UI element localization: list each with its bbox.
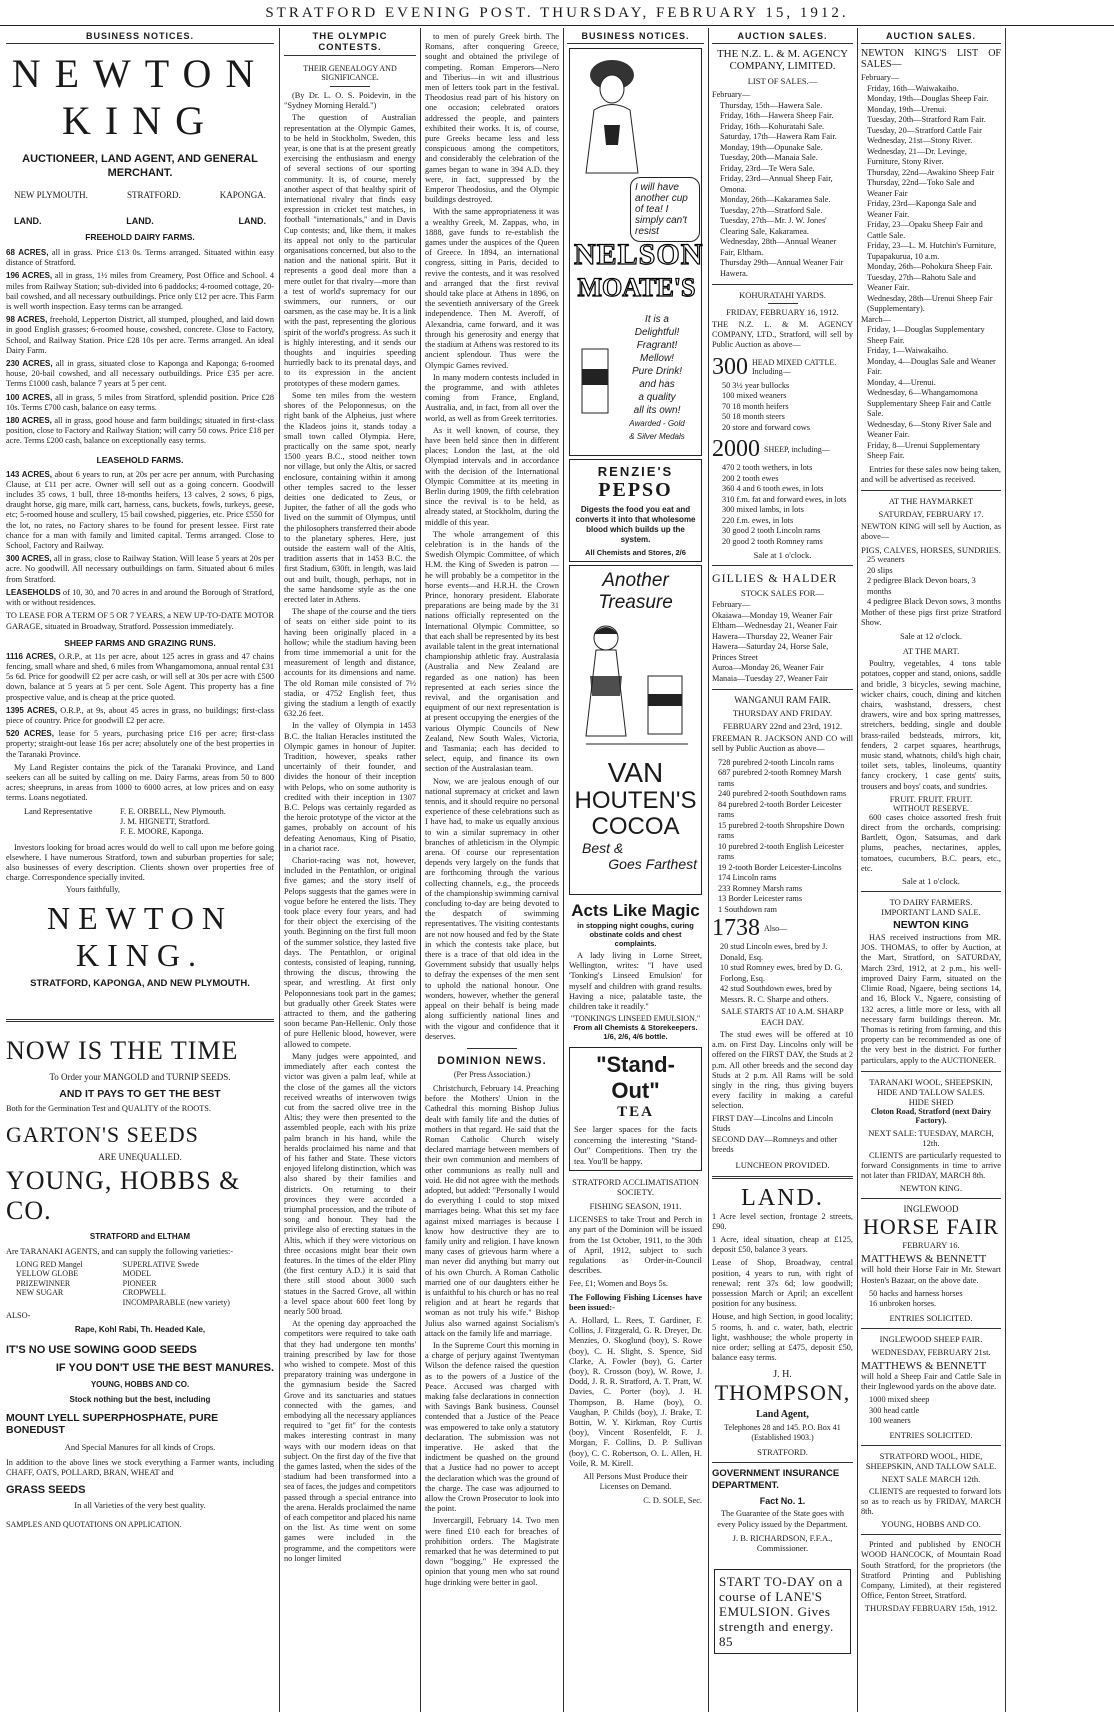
both-line: Both for the Germination Test and QUALITY of the ROOTS.: [6, 1103, 211, 1113]
rape-line: Rape, Kohl Rabi, Th. Headed Kale,: [74, 1324, 206, 1334]
wanganui-days: THURSDAY AND FRIDAY.: [732, 708, 833, 719]
accl-head: STRATFORD ACCLIMATISATION SOCIETY.: [572, 1177, 699, 1198]
gartons-seeds: GARTON'S SEEDS: [6, 1121, 199, 1147]
lot: 98 ACRES, freehold, Lepperton District, all stumped, ploughed, and laid down in good English grasses; 6-roomed house, cowshed, concrete. Close to Factory, School, and Railway Station. Price £28 10s per acre. Terms arranged. An ideal Dairy Farm.: [6, 315, 274, 355]
sale-item: Thursday 29th—Annual Weaner Fair Hawera.: [720, 258, 844, 278]
sale-item: Tuesday, 27th—Mr. J. W. Jones' Clearing Sale, Kakaramea.: [720, 216, 827, 236]
hide-shed: HIDE SHED: [908, 1096, 954, 1107]
lot: 230 ACRES, all in grass, situated close to Kaponga and Kaponga; 6-roomed house, 20-bail cowshed, and all necessary outbuildings. Price £35 per acre. Terms £1000 cash, balance 7 years at 5 per cent.: [6, 359, 274, 389]
pig-note: Mother of these pigs first prize Stratford Show.: [861, 607, 1001, 628]
rep: F. E. MOORE, Kaponga.: [120, 826, 204, 836]
article-para: Many judges were appointed, and immediately after each contest the victor was given a palm leaf, while at the close of the games all the victors received wreaths of interwoven twigs cut from the sacred olive tree in the Altis; they were then presented to the assembled people, each with his prize palm branch in his hand, while the heralds proclaimed his name and that of his father and State. These victors enjoyed lifelong distinction, which was also shared by their families and districts. On returning to their provinces they were accorded a triumphal procession, and the tribute of song and honour. They had the privilege also of erecting statues in the Altis, which if they were victorious on three occasions might bear their own features. In the times of the elder Pliny (the first century A.D.) it is said that there still stood about 3000 such statues in the Sacred Grove, all within a level space about 600 feet long by nearly 500 broad.: [284, 1051, 416, 1316]
article-para: Some ten miles from the western shores of the Peloponnesus, on the right bank of the Alpheius, just where the Kladeos joins it, stands today a small town called Olympia. Here, practically on the same spot, nearly 1500 years B.C., stood neither town nor village, but only the Altis, or sacred enclosure, containing within it among other temples sacred to the lesser deities one dedicated to Zeus, or Jupiter, the father of all the gods who lived on the summit of Olympus, until the philosophers transferred their abode to the planetary spheres. Here, just outside the eastern wall of the Altis, tradition asserts that in 1453 B.C. the first Stadium, 630ft. in length, was laid out and built, though, perhaps, not in the same handsome style as the one erected later in Athens.: [284, 390, 416, 604]
land-label: LAND.: [238, 216, 266, 226]
lot: LEASEHOLDS of 10, 30, and 70 acres in and around the Borough of Stratford, with or without residences.: [6, 587, 274, 608]
kohu-head: KOHURATAHI YARDS.: [739, 290, 826, 300]
lot: 143 ACRES, about 6 years to run, at 20s per acre per annum, with Purchasing Clause, at £11 per acre. Owner will sell out as a going concern. Goodwill includes 35 cows, 1 bull, three 18-months heifers, 13 calves, 2 sows, 6 pigs, draught horse, gig mare, milk cart, harness, cans, buckets, fowls, turkeys, geese, etc; 5-roomed house and scullery, 15 bail cowshed, piggeries, etc. Price £550 for the lot, no rates, no Factory shares to be found for present lessee. First rate chance for a man with family and limited capital. Terms arranged. Close to School, Factory and Railway.: [6, 469, 274, 551]
next2: NEXT SALE MARCH 12th.: [881, 1473, 981, 1484]
article-para: At the opening day approached the competitors were required to take oath that they had undergone ten months' training prescribed by law for those who wished to compete. Most of this preparatory training was undergone in the gymnasium beside the Sacred Grove and its sanctuaries and statues connected with the games, and embodying all the necessary appliances required to "get fit" for the contests makes interesting contrast in many ways with our modern ideas on that subject. On the first day of the five that the games lasted, when the sides of the stadium had been transformed into a sea of faces, the judges and competitors passed through a special entrance into the arena. Heralds proclaimed the name of each competitor and placed his name on the list. As time went on some games were included in the programme, and the competitors were no longer limited: [284, 1319, 416, 1563]
column-olympic: [284, 28, 416, 1712]
article-para: The whole arrangement of this celebration is in the hands of the Swedish Olympic Committee, of which H.M. the King of Sweden is patron —he will probably be a competitor in the horse events—and H.R.H. the Crown Prince, honorary president. Elaborate preparations are being made by the 31 nations officially represented on the International Olympic Committee, so that each shall be represented by its best available talent in the great international championship athletic fray. Australasia (Australia and New Zealand are regarded as one nation) has been represented at each series since the revival, and the organisation and equipment of our next representation is at present occupying the energies of the various Olympic Councils of New Zealand, New South Wales, Victoria, and Tasmania; each has decided to select, equip, and finance its own section of the Australasian team.: [425, 529, 559, 774]
sale-starts: SALE STARTS AT 10 A.M. SHARP EACH DAY.: [721, 1007, 844, 1027]
column-head: BUSINESS NOTICES.: [6, 28, 274, 44]
haymarket: AT THE HAYMARKET: [888, 495, 974, 506]
richardson: J. B. RICHARDSON, F.F.A.,: [732, 1532, 833, 1543]
mart-text: Poultry, vegetables, 4 tons table potatoes, copper and stand, onions, saddle and bridle, 3 bicycles, sewing machine, wicker chairs, couch, dining and kitchen chairs, washstand, dressers, chest drawers, wire and box spring mattresses, stretchers, bedding, single and double brass-railed bedsteads, mirrors, kit, fenders, 2 carpet squares, hearthrugs, music stand, whatnots, child's high chair, toilet sets, tables, linoleums, quantity fancy crockery, 1 case gents' suits, trousers and boys' coats, and sundries.: [861, 659, 1001, 791]
jh-initials: J. H.: [773, 1369, 792, 1381]
nelson-brand: NELSON: [574, 238, 704, 271]
mart-head: AT THE MART.: [902, 646, 960, 657]
sheep-list: 470 2 tooth wethers, in lots 200 2 tooth ewes 360 4 and 6 tooth ewes, in lots 310 f.m. fat and forward ewes, in lots 300 mixed lambs, in lots 220 f.m. ewes, in lots 30 good 2 tooth Lincoln rams 20 good 2 tooth Romney rams: [722, 463, 847, 546]
variety: MODEL: [122, 1269, 152, 1279]
agents-line: Are TARANAKI AGENTS, and can supply the following varieties:-: [6, 1246, 234, 1256]
accl-sec: C. D. SOLE, Sec.: [643, 1495, 702, 1505]
lot: 300 ACRES, all in grass, close to Railway Station. Will lease 5 years at 20s per acre. No goodwill. All necessary outbuildings on farm. Situated about 6 miles from Stratford.: [6, 554, 274, 584]
month-label: February—: [712, 90, 751, 99]
gillies-title: GILLIES & HALDER: [712, 571, 838, 586]
order-line: To Order your MANGOLD and TURNIP SEEDS.: [49, 1071, 231, 1082]
printed-text: Printed and published by ENOCH WOOD HANCOCK, of Mountain Road South Stratford, for the proprietors (the Stratford Printing and Publishing Company, Limited), at their registered Office, Fenton Street, Stratford.: [861, 1540, 1001, 1601]
received-text: HAS received instructions from MR. JOS. THOMAS, to offer by Auction, at the Mart, Stratford, on SATURDAY, March 23rd, 1912, at 2 p.m., his well-improved Dairy Farm, situated on the Climie Road, Ngaere, being sections 14, and 16, Block V., Ngaere, consisting of 132 acres, a little more or less, with all necessary farm buildings thereon. Mr. Thomas is retiring from farming, and this property can be recommended as one of the very best in the district. For further particulars, apply to the AUCTIONEER.: [861, 933, 1001, 1065]
land-label: LAND.: [14, 216, 42, 226]
cattle-list: 50 3½ year bullocks 100 mixed weaners 70 18 month heifers 50 18 month steers 20 store and forward cows: [722, 380, 811, 432]
variety: NEW SUGAR: [16, 1288, 64, 1298]
variety: PRIZEWINNER: [16, 1278, 71, 1288]
sale-item: Thursday, 15th—Hawera Sale.: [720, 100, 823, 110]
land-title: LAND.: [741, 1184, 824, 1211]
luncheon: LUNCHEON PROVIDED.: [735, 1159, 830, 1170]
fruit-head: FRUIT. FRUIT. FRUIT.: [889, 793, 973, 804]
reps-label: Land Representative: [24, 806, 93, 816]
sale-item: Tuesday, 20th—Manaia Sale.: [720, 153, 818, 162]
lot: 68 ACRES, all in grass. Price £13 0s. Terms arranged. Situated within easy distance of Stratford.: [6, 248, 274, 268]
nk-march-sales: Friday, 1—Douglas Supplementary Sheep Fair. Friday, 1—Waiwakaiho. Monday, 4—Douglas Sale and Weaner Fair. Monday, 4—Urenui. Wednesday, 6—Whangamomona Supplementary Sheep Fair and Cattle Sale. Wednesday, 6—Stony River Sale and Weaner Fair. Friday, 8—Urenui Supplementary Sheep Fair.: [867, 325, 996, 460]
article-para: Chariot-racing was not, however, included in the Pentathlon, or original five games; and the story itself of Pelops suggests that the games were in vogue before he entered the lists. They took place every four years, and had for their object the exercising of the youth. Beginning on the first full moon of the summer solstice, they lasted five days. The Pentathlon, or original contests, consisted of leaping, running, throwing the discus, throwing the spear, and wrestling. At first only Peloponnesians took part in the games; but gradually other Greek States were attracted to them, and the gathering soon became Pan-Hellenic. Only those of pure Hellenic blood, however, were allowed to compete.: [284, 856, 416, 1049]
stock-list: 1000 mixed sheep 300 head cattle 100 weaners: [869, 1395, 930, 1426]
horse-fair: HORSE FAIR: [862, 1214, 1000, 1240]
mb-text: will hold their Horse Fair in Mr. Stewart Hosten's Bazaar, on the above date.: [861, 1265, 1001, 1285]
young-hobbs-advert: [6, 1036, 274, 1530]
column-rule: [420, 28, 421, 1712]
signoff: Yours faithfully,: [66, 885, 120, 895]
article-para: As it well known, of course, they have been held since then in different places; London the last, at the old Olympiad intervals and in accordance with the decision of the International Olympic Committee at its meeting in Berlin during 1909, the fifth celebration since the revival is to be held, as already stated, at Stockholm, during the middle of this year.: [425, 425, 559, 527]
rep: F. E. ORBELL, New Plymouth.: [120, 806, 226, 816]
magic-head: Acts Like Magic: [571, 901, 700, 920]
varieties-line: In all Varieties of the very best quality.: [74, 1500, 206, 1511]
mb2-title: MATTHEWS & BENNETT: [861, 1359, 987, 1372]
representatives: [24, 807, 274, 837]
stand-out-text: See larger spaces for the facts concerning the interesting "Stand-Out" Competitions. Then try the tea. You'll be happy.: [574, 1124, 697, 1166]
column-newton-king: [6, 28, 274, 1712]
land-label: LAND.: [126, 216, 154, 226]
fact-no: Fact No. 1.: [759, 1496, 806, 1507]
speech-bubble: I will have another cup of tea! I simply can't resist: [630, 177, 700, 242]
accl-text: LICENSES to take Trout and Perch in any part of the Dominion will be issued from the 1st October, 1911, to the 30th of April, 1912, subject to such regulations as Order-in-Council describes.: [569, 1215, 702, 1276]
commissioner: Commissioner.: [756, 1542, 809, 1553]
thompson-name: THOMPSON,: [714, 1380, 851, 1406]
wed21: WEDNESDAY, FEBRUARY 21st.: [871, 1346, 991, 1357]
entries-solicited: ENTRIES SOLICITED.: [889, 1312, 973, 1323]
variety: CROPWELL: [122, 1288, 166, 1298]
nelson-tagline: It is a Delightful! Fragrant! Mellow! Pure Drink! and has a quality all its own! Awarded - Gold & Silver Medals: [629, 314, 685, 441]
month-label: February—: [861, 73, 900, 82]
list-head: LIST OF SALES.—: [747, 76, 818, 86]
lot: 100 ACRES, all in grass, 5 miles from Stratford, splendid position. Price £28 10s. Terms £700 cash, balance on easy terms.: [6, 392, 274, 412]
if-you-line: IF YOU DON'T USE THE BEST MANURES.: [55, 1361, 274, 1374]
towns-row: [14, 190, 266, 200]
nk-name: NEWTON KING: [893, 919, 969, 932]
another-line: Another: [602, 570, 669, 591]
article-para: In many modern contests included in the programme, and with athletes coming from France, England, Australia, and, in fact, from all over the world, as well as from Greek territories.: [425, 372, 559, 423]
guarantee: The Guarantee of the State goes with every Policy issued by the Department.: [717, 1509, 848, 1529]
column-rule: [708, 28, 709, 1712]
variety: INCOMPARABLE (new variety): [122, 1297, 230, 1307]
feb16: FEBRUARY 16.: [902, 1240, 960, 1251]
first-day: FIRST DAY—Lincolns and Lincoln Studs: [712, 1113, 833, 1134]
clients-text: CLIENTS are particularly requested to forward Consignments in time to arrive not later than FRIDAY, MARCH 8th.: [861, 1150, 1001, 1181]
nelson-moates-advert: [569, 48, 702, 456]
magic-from: From all Chemists & Storekeepers. 1/6, 2/6, 4/6 bottle.: [573, 1023, 698, 1042]
column-rule: [857, 28, 858, 1712]
varieties-table: [16, 1260, 274, 1308]
important-sale: IMPORTANT LAND SALE.: [881, 907, 981, 918]
goes-farthest: Goes Farthest: [608, 856, 697, 872]
nzlm-will-sell: THE N.Z. L. & M. AGENCY COMPANY, LTD., Stratford, will sell by Public Auction as above—: [712, 320, 853, 350]
cocoa-brand: COCOA: [591, 813, 680, 840]
article-para: In the Supreme Court this morning in a charge of perjury against Twentyman Wilson the defence raised the question as to the powers of a Justice of the Peace. Accused was charged with making false declarations in connection with Savings Bank business. Counsel contended that a Justice of the Peace was empowered to take only a statutory declaration. The submission was not imperative. He asked that the indictment be quashed on the ground that a Justice had no power to accept the declaration which was the ground of the charge. The case was adjourned to allow the Crown Prosecutor to look into the point.: [425, 1340, 559, 1514]
nk-list-head: NEWTON KING'S LIST OF SALES—: [861, 48, 1001, 70]
second-day: SECOND DAY—Romneys and other breeds: [712, 1134, 838, 1155]
article-para: to men of purely Greek birth. The Romans, after conquering Greece, sought and obtained the privilege of competing. Roman Emperors—Nero and Tiberius—in wit and illustrious men of letters took part in the festival. Theodosius read part of his history on one occasion; celebrated orators addressed the people, and painters exhibited their works. It is, of course, pure Greeks became less and less conspicuous among the competitors, and considerably the celebration of the games began to wane in 394 A.D. they were, in fact, suppressed by the Emperor Theodosius, and the Olympic buildings destroyed.: [425, 32, 559, 205]
yhc-signoff: YOUNG, HOBBS AND CO.: [881, 1519, 981, 1530]
town: NEW PLYMOUTH.: [14, 190, 88, 200]
fruit-text: 600 cases choice assorted fresh fruit direct from the orchards, comprising: Bartlett, Ogon, Satsumas, and dark plums, peaches, nectarines, apples, tomatoes, cucumbers, B.C. pears, etc., etc.: [861, 812, 1001, 873]
sale-time: Sale at 1 o'clock.: [753, 550, 812, 561]
inglewood: INGLEWOOD: [903, 1204, 959, 1215]
mb2-text: will hold a Sheep Fair and Cattle Sale in their Inglewood yards on the above date.: [861, 1371, 1001, 1391]
trade-line: AUCTIONEER, LAND AGENT, AND GENERAL MERCHANT.: [22, 153, 258, 179]
sheep-count: 2000 SHEEP, including—: [712, 436, 830, 463]
stand-out-head: "Stand-Out": [596, 1052, 675, 1104]
unequalled: ARE UNEQUALLED.: [98, 1151, 182, 1162]
gov-insurance: GOVERNMENT INSURANCE DEPARTMENT.: [712, 1468, 840, 1492]
section-head: SHEEP FARMS AND GRAZING RUNS.: [64, 637, 216, 648]
towns-line: STRATFORD, KAPONGA, AND NEW PLYMOUTH.: [30, 977, 250, 989]
magic-brand: "TONKING'S LINSEED EMULSION.": [570, 1014, 701, 1024]
pepso-sold: All Chemists and Stores, 2/6: [585, 548, 686, 557]
land-item: 1 Acre, ideal situation, cheap at £125, deposit £50, balance 3 years.: [712, 1235, 853, 1255]
accl-persons: All Persons Must Produce their Licenses on Demand.: [583, 1472, 688, 1492]
stud-text: The stud ewes will be offered at 10 a.m. on First Day. Lincolns only will be offered on the FIRST DAY, the Studs at 2 p.m. All other breeds and the second day Studs at 2 p.m. All Rams will be sold singly in the ring, thus giving buyers every facility in making a careful selection.: [712, 1030, 853, 1111]
section-head: LEASEHOLD FARMS.: [96, 454, 184, 465]
column-auction-sales: [712, 28, 853, 1712]
cattle-count: 300 HEAD MIXED CATTLE. Including—: [712, 353, 837, 380]
tea-packet-icon: [578, 339, 612, 419]
yhc-small: YOUNG, HOBBS AND CO.: [90, 1379, 190, 1389]
lot: 180 ACRES, all in grass, good house and farm buildings; situated in first-class position, close to Factory and Railway Station; will carry 50 cows. Price £18 per acre. Terms £200 cash, balance on exceptionally easy terms.: [6, 416, 274, 446]
article-subtitle: THEIR GENEALOGY AND SIGNIFICANCE.: [303, 64, 397, 82]
article-para: The question of Australian representation at the Olympic Games, to be held in Stockholm, Sweden, this year, is one that is at the present greatly exercising the enthusiasm and energy of several sections of our sporting community. It is, of course, merely another aspect of that healthy spirit of international rivalry that finds easy expression in cricket test matches, in football "internationals," and in Davis Cup contests; and, like them, it makes its appeal not only to the particular organisations concerned, but also to the nation and the national spirit. But it represents a good deal more than a mere outlet for that rivalry—more than a test of world's supremacy for our swimmers, our runners, or our oarsmen, as the case may be. It is a link with the past, representing the glorious spirit of the world's progress. As such it is highly interesting, and it sends our thoughts and inquiries speeding hurriedly back to its prenatal days, and to its expression in the ancient prototypes of these modern games.: [284, 113, 416, 388]
tea-label: TEA: [617, 1104, 654, 1121]
sale-item: Friday, 23rd—Annual Sheep Fair, Omona.: [720, 174, 833, 194]
next-sale: NEXT SALE: TUESDAY, MARCH, 12th.: [868, 1127, 994, 1148]
investors-text: Investors looking for broad acres would do well to call upon me before going elsewhere. I have numerous Stratford, town and suburban properties for sale; also businesses of every description. Clients shown over properties free of charge. Correspondence specially invited.: [6, 842, 274, 883]
sale-time: Sale at 12 o'clock.: [900, 631, 962, 642]
freeman-text: FREEMAN R. JACKSON AND CO will sell by Public Auction as above—: [712, 734, 853, 754]
column-adverts: [567, 28, 704, 1712]
entries-solicited: ENTRIES SOLICITED.: [889, 1429, 973, 1440]
newton-king-title: NEWTON KING: [11, 51, 269, 143]
column-olympic-cont: [425, 28, 559, 1712]
nk-will-sell: NEWTON KING will sell by Auction, as above—: [861, 521, 1001, 542]
article-para: In the valley of Olympia in 1453 B.C. the Italian Heracles instituted the Olympic games in honour of Jupiter. Tradition, however, speaks rather uncertainly of their founder, and divides the honour of their inception with Pelops, who on some authority is credited with their inception in 1307 B.C. Pelops was certainly regarded as the heroic prototype of the victor at the games, probably on account of his defeating Aenomaus, King of Pisatio, in a chariot race.: [284, 721, 416, 853]
sale-item: Tuesday, 27th—Stratford Sale.: [720, 205, 823, 215]
article-para: Now, we are jealous enough of our national supremacy at cricket and lawn tennis, and it should require no personal experience of these celebrations such as I have had, to make us equally anxious to win a similar supremacy in other branches of athleticism in the Olympic arena. Of course our representation depends very largely on the funds that are forthcoming through the various collecting channels, e.g., the proceeds of the championship swimming carnival concluding to-day are being devoted to the despatch of swimming representatives. The visiting contestants are not now housed and fed by the State in which the contests take place, but there is a trace of that old idea in the Government subsidy that usually helps to defray the expenses of the men sent to uphold the national honour. One wonders, however, whether the general appeal on their behalf is being made along sufficiently national lines and with the vigour and confidence that it deserves.: [425, 776, 559, 1041]
variety: LONG RED Mangel: [16, 1259, 83, 1269]
woman-illustration: [578, 55, 648, 175]
sale-item: Monday, 19th—Opunake Sale.: [720, 142, 823, 152]
article-para: The shape of the course and the tiers of seats on either side point to its having been originally placed in a hollow; while the stadium having been from time immemorial a unit for the measurement of length and distance, accounts for its dimensions and name. The old Roman mile consisted of 7½ stadia, or 4752 English feet, thus giving the stadium a length of exactly 632.26 feet.: [284, 607, 416, 719]
special-line: And Special Manures for all kinds of Crops.: [64, 1441, 216, 1452]
column-head: AUCTION SALES.: [712, 28, 853, 44]
lot: 1395 ACRES, O.R.P., at 9s, about 45 acres in grass, no buildings; first-class piece of country. Price for goodwill £2 per acre.: [6, 705, 274, 725]
garage-notice: TO LEASE FOR A TERM OF 5 OR 7 YEARS, a NEW UP-TO-DATE MOTOR GARAGE, situated in Broadway, Stratford. Possession immediately.: [6, 611, 274, 631]
horse-list: 50 hacks and harness horses 16 unbroken horses.: [869, 1288, 963, 1309]
accl-fee: Fee, £1; Women and Boys 5s.: [569, 1279, 668, 1289]
column-rule: [1005, 28, 1006, 1712]
stratford-eltham: STRATFORD and ELTHAM: [89, 1231, 191, 1241]
girl-with-cocoa-tin-illustration: [576, 616, 696, 756]
grass-seeds: GRASS SEEDS: [6, 1484, 86, 1497]
stratford-label: STRATFORD.: [757, 1447, 808, 1458]
lot: 1116 ACRES, O.R.P., at 11s per acre, about 125 acres in grass and 47 chains fencing, small whare and shed, 6 miles from Whangamomona, annual rental £31 5s 6d. Price for goodwill £2 per acre cash, or will sell at 30s per acre with £500 down, balance at 5 years at 5 per cent. Sole Agent. This property has a fine prospective value, and is cheap at the price quoted.: [6, 651, 274, 702]
stock-sales: STOCK SALES FOR—: [741, 588, 824, 599]
rams-list: 728 purebred 2-tooth Lincoln rams 687 purebred 2-tooth Romney Marsh rams 240 purebred 2-tooth Southdown rams 84 purebred 2-tooth Border Leicester rams 15 purebred 2-tooth Shropshire Down rams 10 purebred 2-tooth English Leicester rams 19 2-tooth Border Leicester-Lincolns 174 Lincoln rams 233 Romney Marsh rams 13 Border Leicester rams 1 Southdown ram: [718, 757, 847, 914]
column-head: AUCTION SALES.: [861, 28, 1001, 44]
magic-sub: in stopping night coughs, curing obstinate colds and chest complaints.: [577, 921, 694, 948]
nk-signoff: NEWTON KING.: [899, 1183, 963, 1194]
addition-line: In addition to the above lines we stock everything a Farmer wants, including CHAFF, OATS, POLLARD, BRAN, WHEAT and: [6, 1457, 274, 1477]
sale-item: Wednesday, 28th—Annual Weaner Fair, Eltham.: [720, 237, 837, 257]
without-reserve: WITHOUT RESERVE.: [892, 803, 970, 813]
moates-brand: MOATE'S: [577, 273, 696, 302]
variety: PIONEER: [122, 1278, 157, 1288]
mount-lyell-line: MOUNT LYELL SUPERPHOSPHATE, PURE BONEDUST: [6, 1411, 219, 1436]
tonkings-advert: [569, 901, 702, 1041]
nzlm-title: THE N.Z. L. & M. AGENCY COMPANY, LIMITED.: [716, 48, 849, 72]
magic-text: A lady living in Lorne Street, Wellington, writes: "I have used 'Tonking's Linseed Emulsion' for myself and children with grand results. Having a nice, palatable taste, the children take it readily.": [569, 951, 702, 1012]
column-head: BUSINESS NOTICES.: [567, 28, 704, 44]
pepso-brand: PEPSO: [598, 479, 673, 501]
gillies-sales: February— Okaiawa—Monday 19, Weaner Fair Eltham—Wednesday 21, Weaner Fair Hawera—Thursday 22, Weaner Fair Hawera—Saturday 24, Horse Sale, Princes Street Auroa—Monday 26, Weaner Fair Manaia—Tuesday 27, Weaner Fair: [712, 600, 838, 683]
newton-king-sign: NEWTON KING.: [46, 899, 234, 973]
variety: YELLOW GLOBE: [16, 1269, 79, 1279]
treasure-line: Treasure: [598, 592, 673, 613]
lanes-emulsion-advert: START TO-DAY on a course of LANE'S EMULSION. Gives strength and energy. 85: [714, 1569, 851, 1654]
imprint-date: THURSDAY FEBRUARY 15th, 1912.: [864, 1603, 998, 1614]
pigs-head: PIGS, CALVES, HORSES, SUNDRIES.: [861, 545, 1001, 556]
column-rule: [279, 28, 280, 1712]
section-head: FREEHOLD DAIRY FARMS.: [85, 232, 195, 242]
sale-item: Saturday, 17th—Hawera Ram Fair.: [720, 132, 837, 141]
sale-time: Sale at 1 o'clock.: [902, 876, 960, 887]
ing-sheep: INGLEWOOD SHEEP FAIR.: [879, 1333, 983, 1344]
accl-agents: A. Hollard, L. Rees, T. Gardiner, F. Collins, J. Fitzgerald, G. R. Dreyer, Dr. Menzies, O. Skoglund (boy), S. Rowe (boy), C. H. Slight, S. Spence, Sid Clarke, A. Fowler (boy), G. Carter (boy), R. Crosson (boy), W. Rowe, J. Dodd, J. R. R. Stratford, A. T. Pratt, W. Davies, C. Porter (boy), J. H. Thompson, B. Hame (boy), O. Vaughan, P. Childs (boy), J. Brake, T. Bottin, W. Y. Kirkman, Roy Curtis (boy), Vincent Rosenfeldt, F. J. Morgan, F. Collins, D. P. Sullivan (boy), C. C. Robertson, O. L. Allen, H. Voile, R. M. Kirell.: [569, 1316, 702, 1468]
sale-item: Friday, 16th—Hawera Sheep Fair.: [720, 111, 834, 120]
cloton-road: Cloton Road, Stratford (next Dairy Factory).: [870, 1106, 992, 1125]
pays-line: AND IT PAYS TO GET THE BEST: [59, 1087, 221, 1100]
nk-sales: Friday, 16th—Waiwakaiho. Monday, 19th—Douglas Sheep Fair. Monday, 19th—Urenui. Tuesday, 20th—Stratford Ram Fair. Tuesday, 20—Stratford Cattle Fair Wednesday, 21st—Stony River. Wednesday, 21—Dr. Levinge, Furniture, Stony River. Thursday, 22nd—Awakino Sheep Fair Thursday, 22nd—Toko Sale and Weaner Fair Friday, 23rd—Kaponga Sale and Weaner Fair. Friday, 23—Opaku Sheep Fair and Cattle Sale. Friday, 23—L. M. Hutchin's Furniture, Tupapakurua, 10 a.m. Monday, 26th—Pohokura Sheep Fair. Tuesday, 27th—Rahotu Sale and Weaner Fair. Wednesday, 28th—Urenui Sheep Fair (Supplementary).: [867, 83, 997, 313]
land-item: House, and high Section, in good locality; 5 rooms, h. and c. water, bath, electric light, washhouse; the whole property in nice order; selling at £475, deposit £50, balance easy terms.: [712, 1312, 853, 1363]
pepso-text: Digests the food you eat and converts it into that wholesome blood which builds up the system.: [575, 505, 696, 544]
van-houtens-advert: [569, 565, 702, 895]
sales-list: [712, 101, 853, 280]
wanganui-head: WANGANUI RAM FAIR.: [734, 695, 831, 706]
masthead: STRATFORD EVENING POST. THURSDAY, FEBRUARY 15, 1912.: [0, 0, 1114, 26]
kohu-date: FRIDAY, FEBRUARY 16, 1912.: [726, 307, 839, 317]
article-title: THE OLYMPIC CONTESTS.: [284, 28, 416, 56]
dominion-news-title: DOMINION NEWS.: [437, 1054, 547, 1067]
renzies-pepso-advert: [569, 459, 702, 562]
haymarket-date: SATURDAY, FEBRUARY 17.: [878, 508, 984, 519]
wool2-head: STRATFORD WOOL, HIDE, SHEEPSKIN, AND TALLOW SALE.: [865, 1450, 997, 1471]
wanganui-date: FEBRUARY 22nd and 23rd, 1912.: [722, 721, 843, 732]
renzie-name: RENZIE'S: [597, 464, 674, 479]
sale-item: Friday, 23rd—Te Wera Sale.: [720, 163, 815, 173]
accl-sub: FISHING SEASON, 1911.: [589, 1201, 682, 1212]
land-item: Lease of Shop, Broadway, central position, 4 years to run, with right of renewal; rent 37s 6d; low goodwill; possession March or April; an excellent position for any business.: [712, 1258, 853, 1309]
lot-list: [6, 248, 274, 447]
best-line: Best &: [582, 840, 624, 856]
ewes-list: 20 stud Lincoln ewes, bred by J. Donald, Esq. 10 stud Romney ewes, bred by D. G. Forlong, Esq. 42 stud Southdown ewes, bred by Messrs. R. C. Sharpe and others.: [720, 942, 843, 1004]
now-is-the-time: NOW IS THE TIME: [6, 1035, 239, 1065]
byline: (By Dr. L. O. S. Poidevin, in the "Sydney Morning Herald."): [284, 91, 416, 111]
entries-text: Entries for these sales now being taken, and will be advertised as received.: [861, 464, 1001, 484]
telephones: Telephones 28 and 145. P.O. Box 41 (Established 1903.): [724, 1423, 841, 1443]
article-para: Christchurch, February 14. Preaching before the Mothers' Union in the Cathedral this morning Bishop Julius dealt with family life and the duties of mothers in that regard. He said that the Roman Catholic Church wisely declared marriage between members of their own communion and members of other communions as really null and void. He did not agree with the methods adopted, but added: "Personally I would do everything I could to stop mixed marriages being. What this set my face against mixed marriages is because I know how destructive they are to family unity and religion. I have known many cases of grievous harm where a man never did anything but marry out of his own Church. A Roman Catholic married one of our daughters either he is unfaithful to his church or has no real religion and at heart he regards that woman as not truly his wife." Bishop Julius also warned against Socialism's attack on the family life and marriage.: [425, 1083, 559, 1338]
article-para: Invercargill, February 14. Two men were fined £10 each for breaches of prohibition orders. The Magistrate remarked that he was determined to put down "bogging." He expressed the opinion that young men who sat round huge drinking were better in gaol.: [425, 1516, 559, 1587]
mb-title: MATTHEWS & BENNETT: [861, 1253, 987, 1266]
pig-list: 25 weaners 20 slips 2 pedigree Black Devon boars, 3 months 4 pedigree Black Devon sows, 3 months: [867, 555, 1001, 607]
column-auction-sales-2: [861, 28, 1001, 1712]
also-line: ALSO-: [6, 1311, 31, 1321]
houtens-brand: HOUTEN'S: [574, 787, 697, 814]
register-text: My Land Register contains the pick of the Taranaki Province, and Land seekers can all be suited by calling on me. Dairy Farms, areas from 50 to 800 acres; sheepruns, in areas from 1000 to 6000 acres, at low prices and on easy terms. Loans negotiated.: [6, 762, 274, 803]
land-row: [14, 216, 266, 226]
lot: 520 ACRES, lease for 5 years, purchasing price £16 per acre; first-class property; straight-out lease 16s per acre; absolutely one of the best properties in the Taranaki Province.: [6, 729, 274, 759]
wool-head: TARANAKI WOOL, SHEEPSKIN, HIDE AND TALLOW SALES.: [869, 1076, 993, 1097]
young-hobbs-title: YOUNG, HOBBS & CO.: [6, 1165, 241, 1225]
variety: SUPERLATIVE Swede: [122, 1259, 199, 1269]
no-use-line: IT'S NO USE SOWING GOOD SEEDS: [6, 1343, 197, 1356]
samples-line: SAMPLES AND QUOTATIONS ON APPLICATION.: [6, 1520, 182, 1530]
stand-out-tea-advert: [569, 1047, 702, 1171]
acclimatisation-notice: [569, 1177, 702, 1505]
sale-item: Friday, 16th—Kohuratahi Sale.: [720, 121, 825, 131]
lot: 196 ACRES, all in grass, 1½ miles from Creamery, Post Office and School. 4 miles from Railway Station; sub-divided into 6 paddocks; 4-roomed cottage, 20-bail cowshed, and all necessary outbuildings. Price only £12 per acre. This Farm is well worth inspection. Easy terms can be arranged.: [6, 271, 274, 312]
rep: J. M. HIGNETT, Stratford.: [120, 816, 210, 826]
town: STRATFORD.: [126, 190, 181, 200]
land-item: 1 Acre level section, frontage 2 streets, £90.: [712, 1211, 853, 1231]
column-rule: [563, 28, 564, 1712]
town: KAPONGA.: [219, 190, 266, 200]
rams-total: 1738 Also—: [712, 915, 788, 942]
van-brand: VAN: [607, 757, 664, 788]
dairy-head: TO DAIRY FARMERS.: [889, 897, 973, 908]
stock-line: Stock nothing but the best, including: [69, 1394, 211, 1404]
accl-agents-head: The Following Fishing Licenses have been issued:-: [569, 1292, 702, 1312]
month-label: March—: [861, 314, 891, 324]
clients2: CLIENTS are requested to forward lots so as to reach us by FRIDAY, MARCH 8th.: [861, 1486, 1001, 1517]
dominion-sub: (Per Press Association.): [453, 1069, 531, 1079]
land-agent: Land Agent,: [756, 1409, 809, 1421]
sale-item: Monday, 26th—Kakaramea Sale.: [720, 195, 831, 204]
article-para: With the same appropriateness it was a wealthy Greek, M. Zappas, who, in 1888, gave funds to re-establish the games under the auspices of the Queen of Greece. In 1894, an international congress, sitting in Paris, decided to revive the contests, and it was resolved and arranged that the first revival should take place at Athens in 1896, on the seventieth anniversary of the Greek independence. Then M. Averoff, of Alexandria, came forward, and it was through his generosity and energy that the stadium at Athens was restored to its ancient splendour. Thus were the Olympic Games revived.: [425, 207, 559, 370]
